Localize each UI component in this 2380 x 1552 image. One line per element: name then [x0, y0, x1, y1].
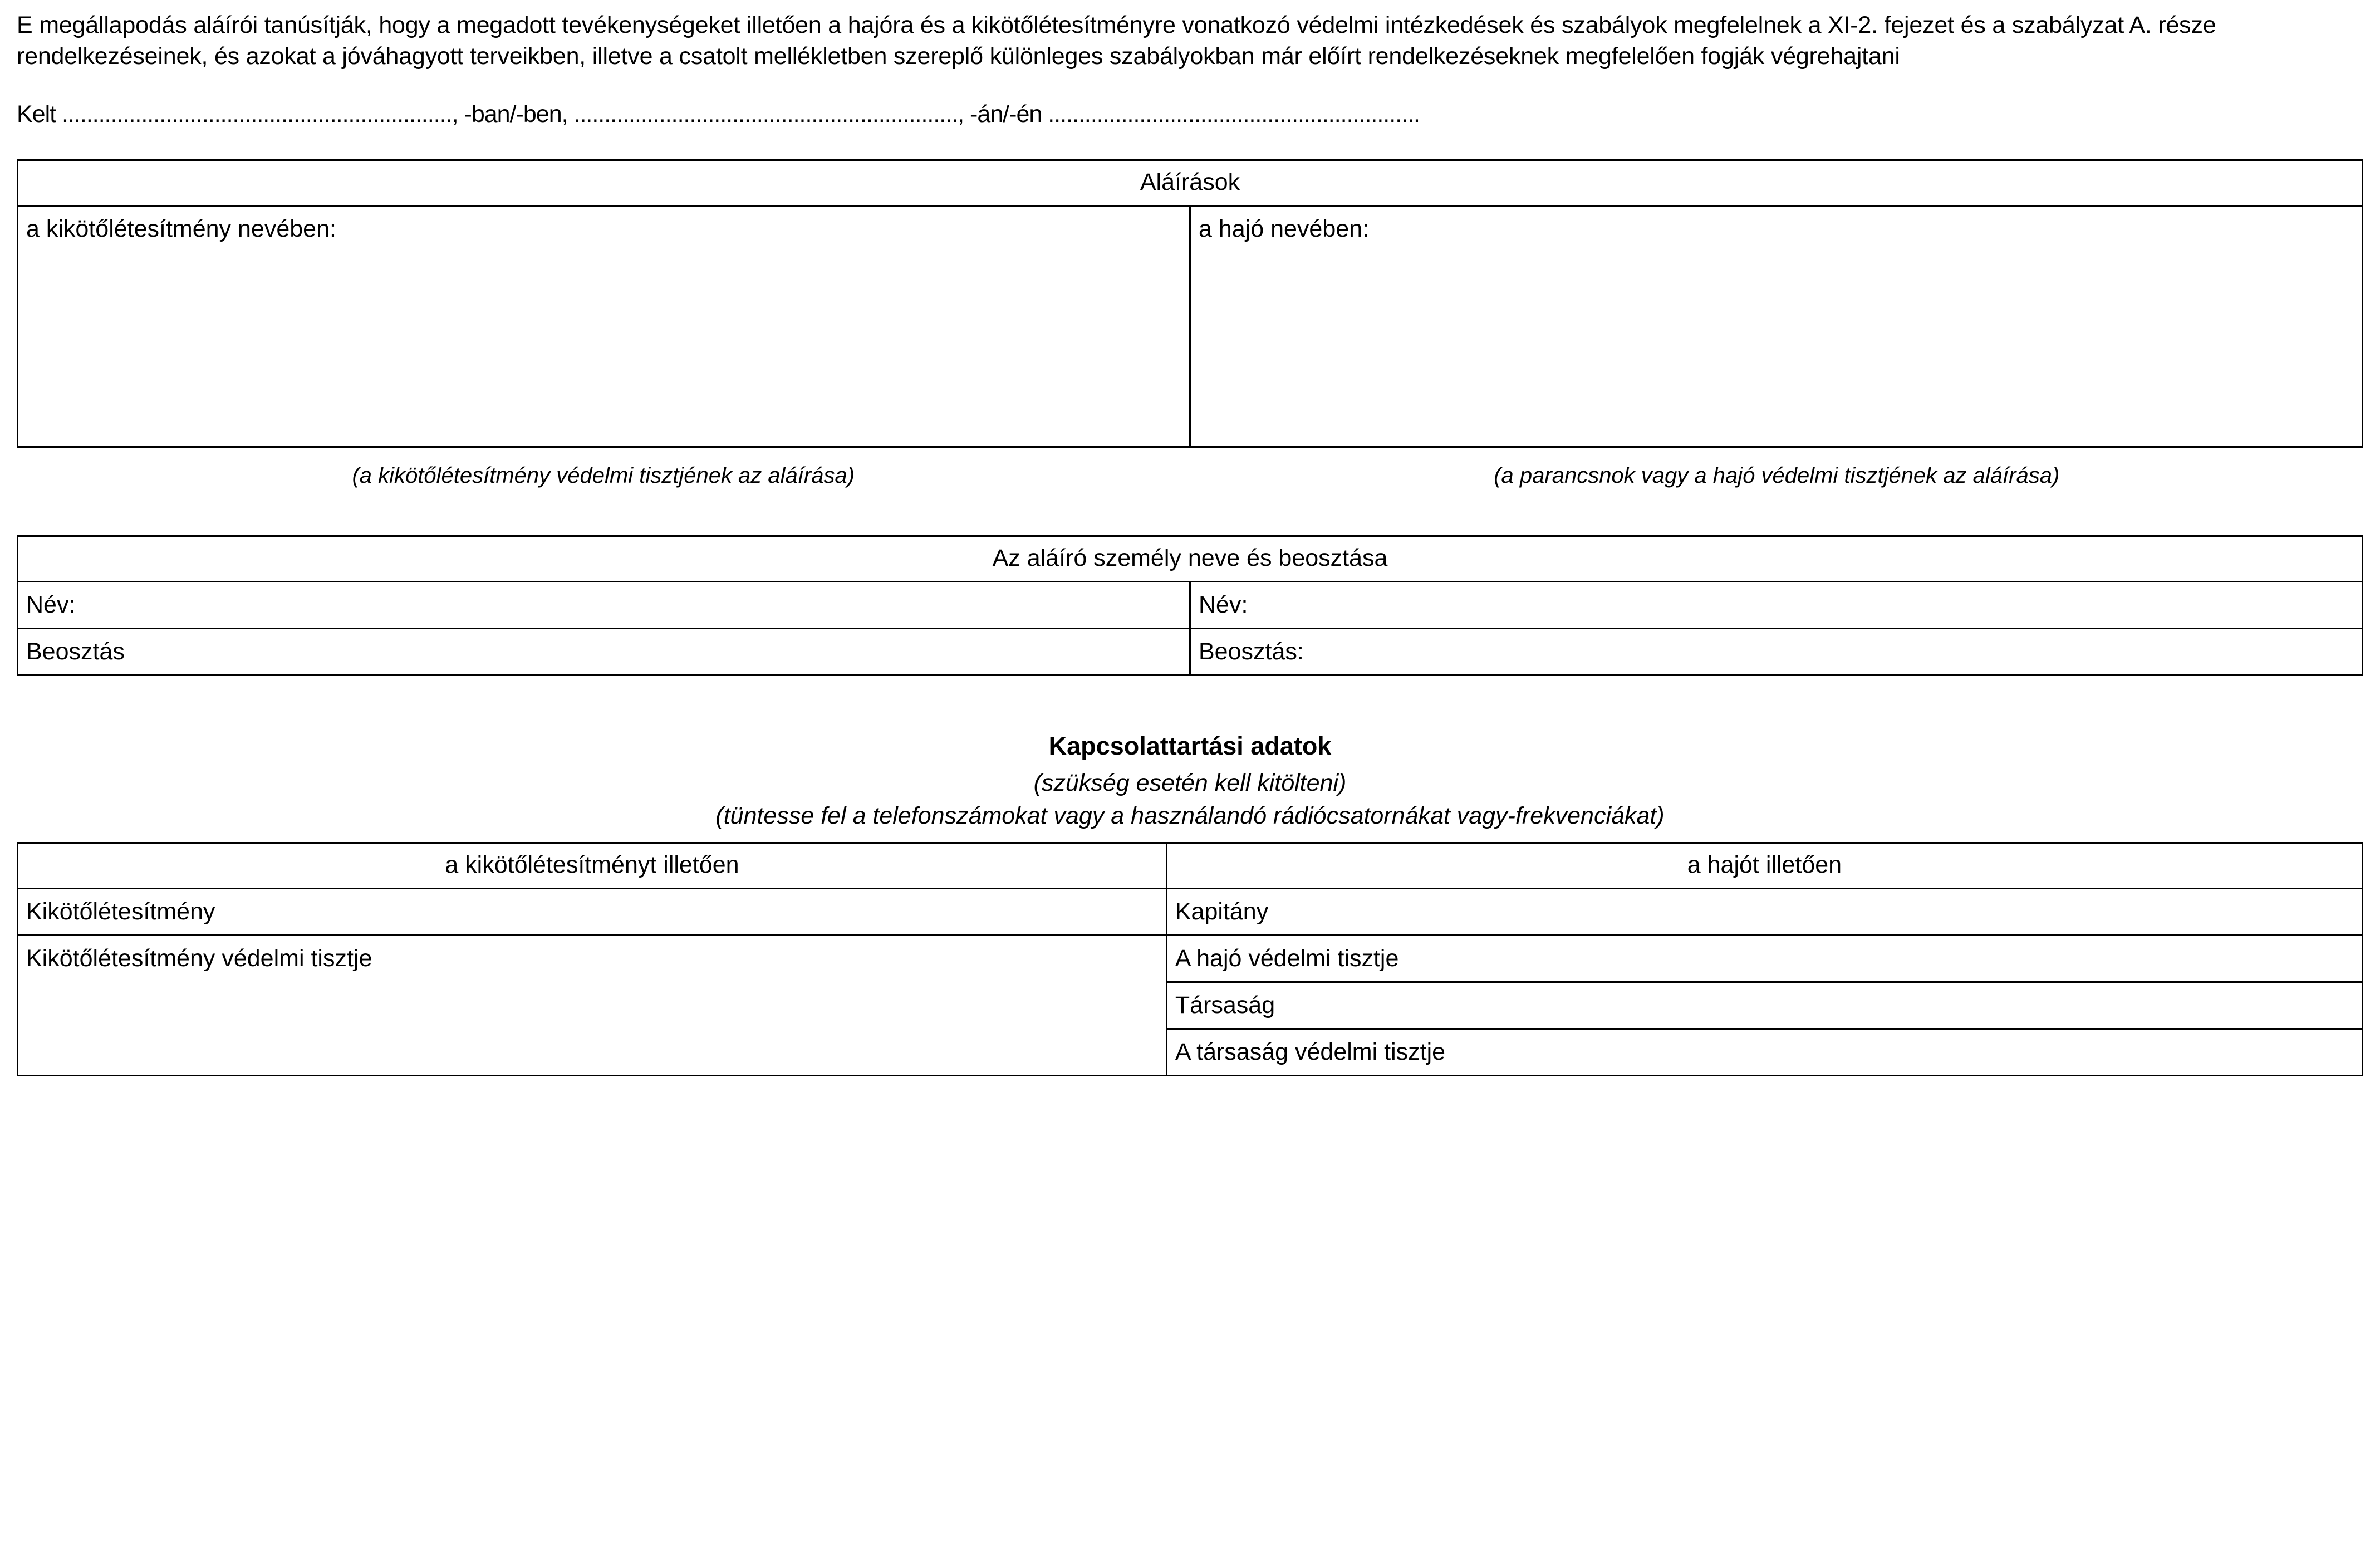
- contact-header-row: [18, 843, 2363, 888]
- spacer-2: [17, 488, 2363, 535]
- signature-caption-port-facility: (a kikötőlétesítmény védelmi tisztjének az aláírása): [352, 463, 855, 488]
- contact-cell-cso[interactable]: A társaság védelmi tisztje: [1166, 1029, 2362, 1075]
- contact-header-ship: a hajót illetően: [1166, 843, 2362, 888]
- intro-paragraph-block: [17, 10, 2363, 72]
- contact-section-subtitle: (szükség esetén kell kitölteni): [1033, 769, 1347, 796]
- contact-row: [18, 982, 2363, 1029]
- contact-cell-sso[interactable]: A hajó védelmi tisztje: [1166, 935, 2362, 982]
- signatures-header-row: [18, 160, 2363, 205]
- signature-cell-port-facility[interactable]: [18, 205, 1190, 447]
- signature-cell-ship[interactable]: [1190, 205, 2363, 447]
- signatures-body-row: [18, 205, 2363, 447]
- contact-row: [18, 935, 2363, 982]
- signature-label-port-facility: a kikötőlétesítmény nevében:: [26, 215, 336, 242]
- contact-row: [18, 1029, 2363, 1075]
- contact-cell-pfso[interactable]: Kikötőlétesítmény védelmi tisztje: [18, 935, 1167, 982]
- signature-caption-ship: (a parancsnok vagy a hajó védelmi tisztjének az aláírása): [1494, 463, 2060, 488]
- contact-cell-company[interactable]: Társaság: [1166, 982, 2362, 1029]
- contact-section-title: Kapcsolattartási adatok: [1048, 731, 1332, 760]
- intro-paragraph: E megállapodás aláírói tanúsítják, hogy a megadott tevékenységeket illetően a hajóra és a kikötőlétesítményre vonatkozó védelmi intézkedések és szabályok megfelelnek a XI-2. fejezet és a szabályzat A. része rendelkezéseinek, és azokat a jóváhagyott terveikben, illetve a csatolt mellékletben szereplő különleges szabályokban már előírt rendelkezéseknek megfelelően fogják végrehajtani: [17, 12, 2216, 70]
- contact-table: [17, 842, 2363, 1076]
- contact-row: [18, 888, 2363, 935]
- signer-details-header-row: [18, 536, 2363, 581]
- signer-name-left[interactable]: Név:: [18, 581, 1190, 628]
- signatures-header-cell: Aláírások: [18, 160, 2363, 205]
- signer-position-right[interactable]: Beosztás:: [1190, 628, 2363, 675]
- signer-details-row: [18, 581, 2363, 628]
- signer-details-table: [17, 535, 2363, 676]
- contact-cell-empty-1: [18, 982, 1167, 1029]
- date-line: Kelt ................................................................, -ban/-ben, ..............................................................., -án/-én .............................................................: [17, 100, 1420, 128]
- spacer-1: [17, 130, 2363, 159]
- contact-section-subtitle-2: (tüntesse fel a telefonszámokat vagy a használandó rádiócsatornákat vagy-frekvenciákat): [715, 802, 1665, 829]
- contact-cell-master[interactable]: Kapitány: [1166, 888, 2362, 935]
- signature-label-ship: a hajó nevében:: [1199, 215, 1370, 242]
- signer-details-row: [18, 628, 2363, 675]
- signature-captions: [17, 463, 2363, 488]
- contact-cell-port-facility[interactable]: Kikötőlétesítmény: [18, 888, 1167, 935]
- signer-details-header-cell: Az aláíró személy neve és beosztása: [18, 536, 2363, 581]
- signer-position-left[interactable]: Beosztás: [18, 628, 1190, 675]
- signer-name-right[interactable]: Név:: [1190, 581, 2363, 628]
- contact-cell-empty-2: [18, 1029, 1167, 1075]
- signatures-table: [17, 159, 2363, 448]
- contact-header-port-facility: a kikötőlétesítményt illetően: [18, 843, 1167, 888]
